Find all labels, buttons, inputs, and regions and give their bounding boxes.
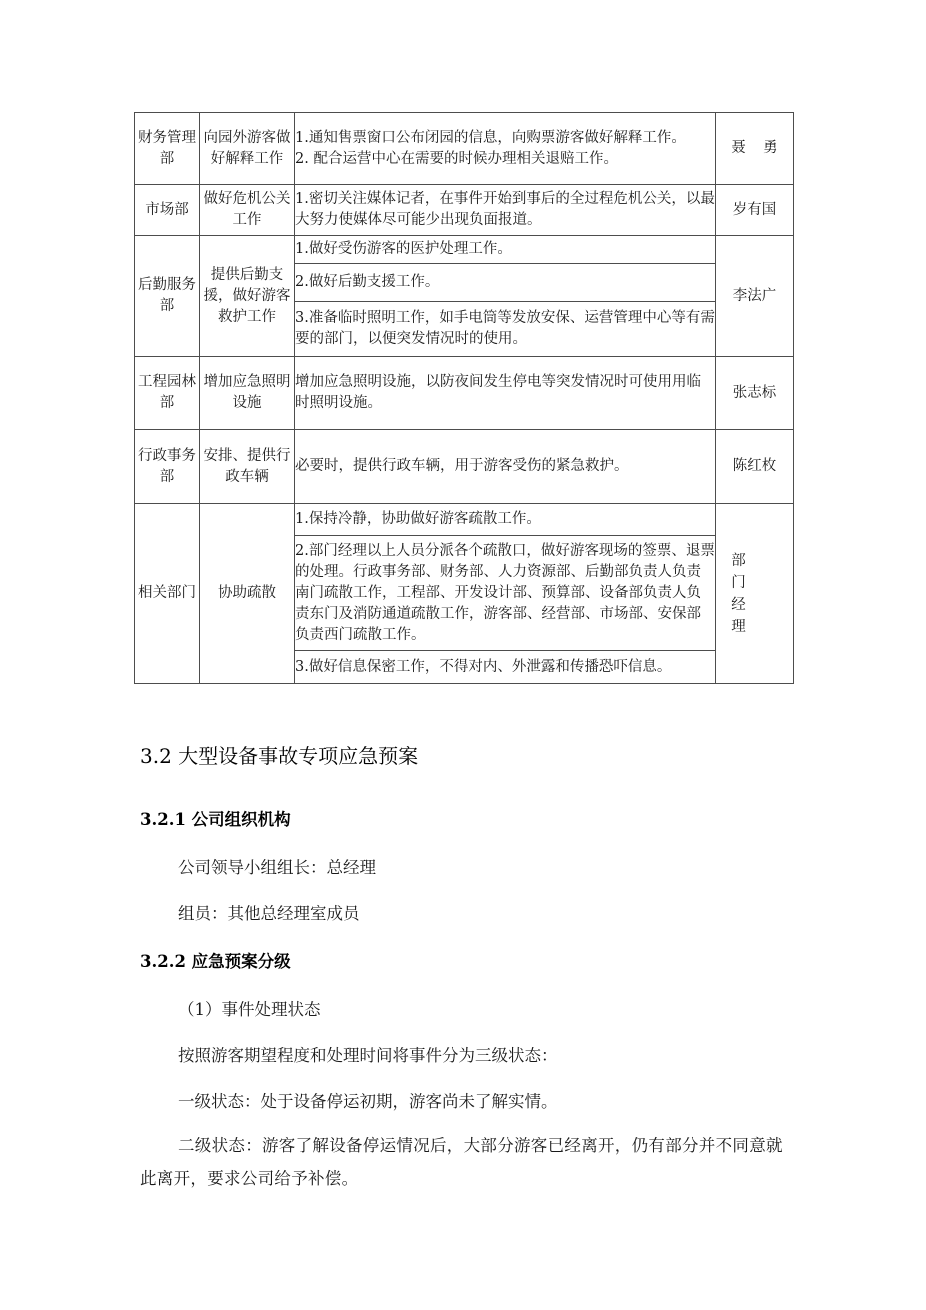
task-cell: 2.做好后勤支援工作。 bbox=[295, 264, 716, 302]
section-title: 3.2 大型设备事故专项应急预案 bbox=[140, 744, 419, 768]
table-row bbox=[135, 236, 794, 264]
paragraph: 组员：其他总经理室成员 bbox=[178, 904, 360, 923]
person-cell: 李法广 bbox=[716, 236, 794, 357]
task-cell: 1.保持冷静，协助做好游客疏散工作。 bbox=[295, 504, 716, 536]
person-cell bbox=[716, 113, 794, 185]
task-cell: 3.做好信息保密工作，不得对内、外泄露和传播恐吓信息。 bbox=[295, 651, 716, 684]
person-name bbox=[731, 550, 777, 638]
person-line-2: 经理 bbox=[731, 596, 764, 635]
person-cell: 张志标 bbox=[716, 357, 794, 430]
person-line-1: 部门 bbox=[731, 552, 764, 591]
subsection-title-org: 3.2.1 公司组织机构 bbox=[140, 810, 291, 829]
person-cell: 岁有国 bbox=[716, 185, 794, 236]
role-cell: 协助疏散 bbox=[200, 504, 295, 684]
table-row bbox=[135, 185, 794, 236]
paragraph: 按照游客期望程度和处理时间将事件分为三级状态： bbox=[178, 1046, 558, 1065]
task-cell: 1.通知售票窗口公布闭园的信息，向购票游客做好解释工作。 2. 配合运营中心在需要的时候办理相关退赔工作。 bbox=[295, 113, 716, 185]
dept-cell: 后勤服务部 bbox=[135, 236, 200, 357]
task-cell: 3.准备临时照明工作，如手电筒等发放安保、运营管理中心等有需要的部门，以便突发情况时的使用。 bbox=[295, 302, 716, 357]
dept-cell: 行政事务部 bbox=[135, 430, 200, 504]
role-cell: 增加应急照明设施 bbox=[200, 357, 295, 430]
table-row bbox=[135, 430, 794, 504]
table-row bbox=[135, 113, 794, 185]
dept-cell: 工程园林部 bbox=[135, 357, 200, 430]
paragraph: 一级状态：处于设备停运初期，游客尚未了解实情。 bbox=[178, 1092, 558, 1111]
role-cell: 做好危机公关工作 bbox=[200, 185, 295, 236]
table-row bbox=[135, 504, 794, 536]
person-cell: 陈红枚 bbox=[716, 430, 794, 504]
responsibility-table bbox=[134, 112, 794, 684]
task-cell: 必要时，提供行政车辆，用于游客受伤的紧急救护。 bbox=[295, 430, 716, 504]
task-cell: 1.密切关注媒体记者，在事件开始到事后的全过程危机公关，以最大努力使媒体尽可能少出现负面报道。 bbox=[295, 185, 716, 236]
dept-cell: 市场部 bbox=[135, 185, 200, 236]
task-cell: 增加应急照明设施，以防夜间发生停电等突发情况时可使用用临时照明设施。 bbox=[295, 357, 716, 430]
table-row bbox=[135, 357, 794, 430]
dept-cell: 财务管理部 bbox=[135, 113, 200, 185]
subsection-title-levels: 3.2.2 应急预案分级 bbox=[140, 952, 291, 971]
task-cell: 2.部门经理以上人员分派各个疏散口，做好游客现场的签票、退票的处理。行政事务部、财务部、人力资源部、后勤部负责人负责南门疏散工作，工程部、开发设计部、预算部、设备部负责人负责东门及消防通道疏散工作，游客部、经营部、市场部、安保部负责西门疏散工作。 bbox=[295, 536, 716, 651]
dept-cell: 相关部门 bbox=[135, 504, 200, 684]
role-cell: 提供后勤支援，做好游客救护工作 bbox=[200, 236, 295, 357]
role-cell: 向园外游客做好解释工作 bbox=[200, 113, 295, 185]
role-cell: 安排、提供行政车辆 bbox=[200, 430, 295, 504]
paragraph: 公司领导小组组长：总经理 bbox=[178, 858, 376, 877]
task-cell: 1.做好受伤游客的医护处理工作。 bbox=[295, 236, 716, 264]
paragraph: 二级状态：游客了解设备停运情况后，大部分游客已经离开，仍有部分并不同意就此离开，要求公司给予补偿。 bbox=[140, 1136, 783, 1188]
paragraph: （1）事件处理状态 bbox=[178, 1000, 321, 1019]
person-cell bbox=[716, 504, 794, 684]
person-name: 聂勇 bbox=[731, 140, 796, 156]
